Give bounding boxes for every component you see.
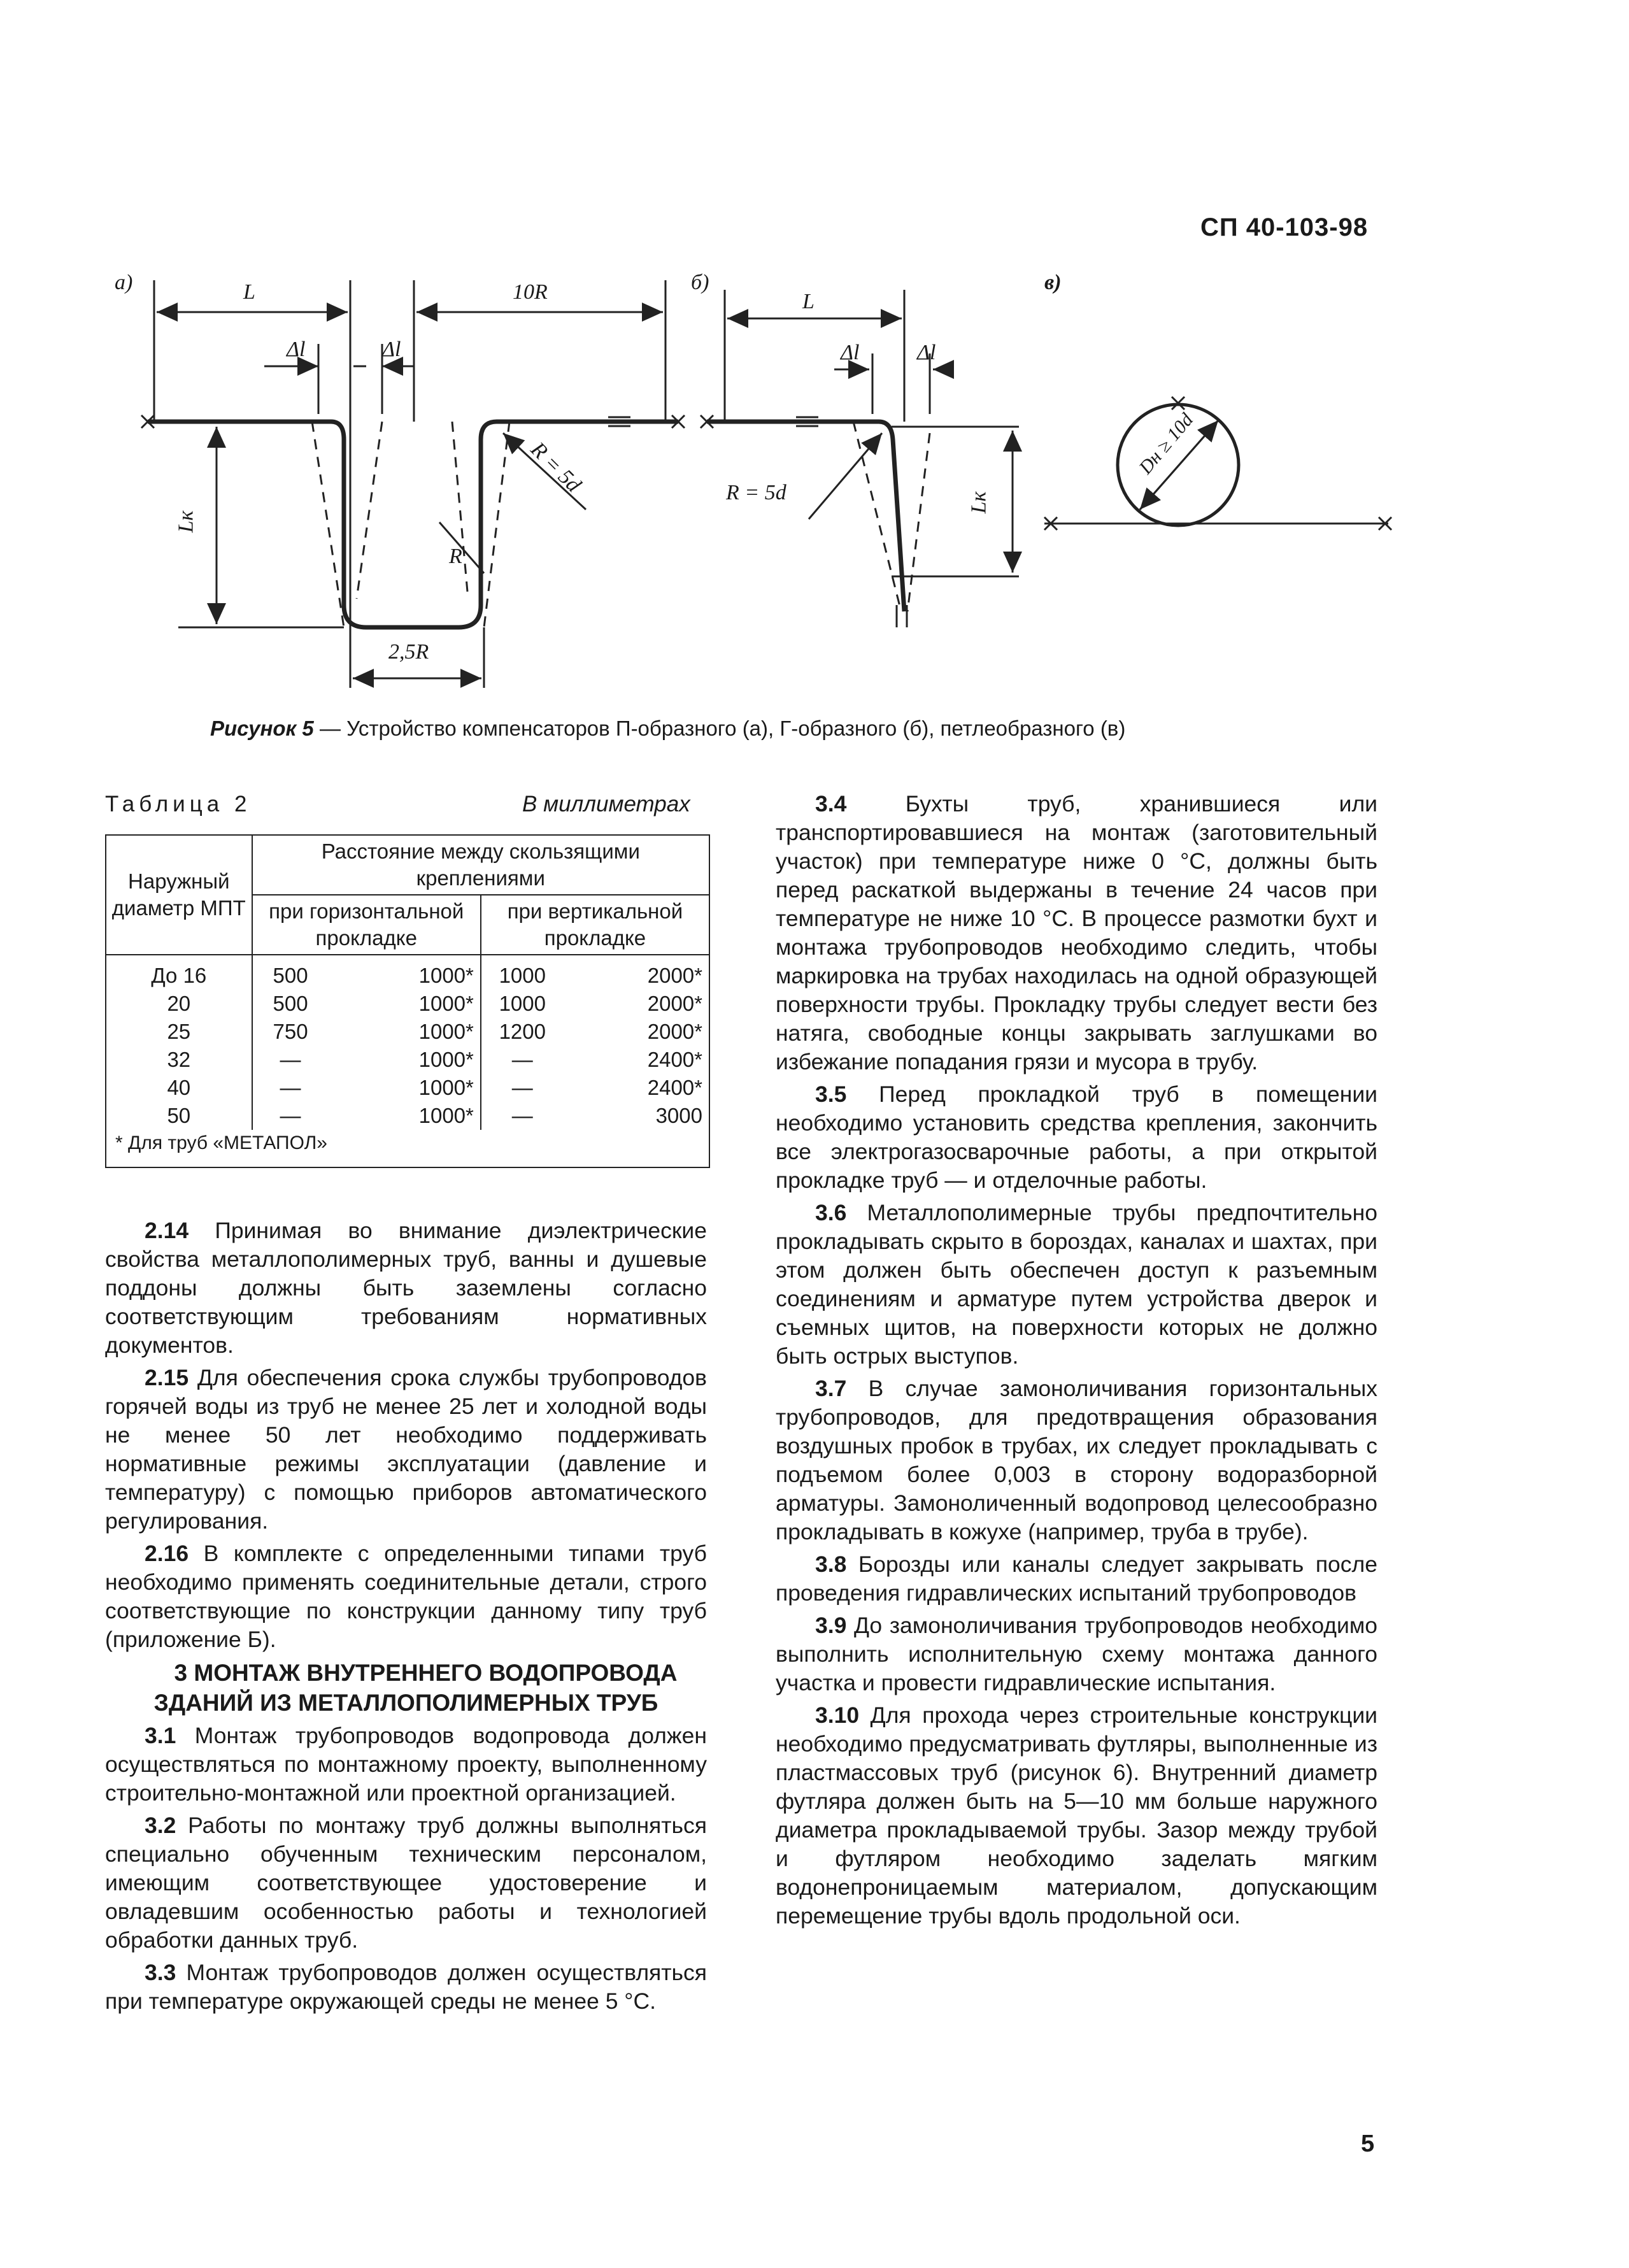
paragraph-3-2 [105,1811,707,1955]
label-R5d-a: R = 5d [526,438,586,497]
table-head-distance: Расстояние между скользящими креплениями [252,835,709,895]
cell-v1: — [481,1102,564,1130]
section-3-heading: 3 МОНТАЖ ВНУТРЕННЕГО ВОДОПРОВОДА ЗДАНИЙ ИЗ МЕТАЛЛОПОЛИМЕРНЫХ ТРУБ [153,1660,678,1716]
label-Lk-b: Lк [967,491,991,514]
table-head-horizontal: при горизонтальной прокладке [252,895,481,955]
label-L-a: L [243,280,255,304]
table-footnote: * Для труб «МЕТАПОЛ» [106,1130,709,1167]
table-2 [105,834,710,1168]
paragraph-text: Борозды или каналы следует закрывать после проведения гидравлических испытаний трубопроводов [776,1551,1377,1606]
paragraph-text: До замоноличивания трубопроводов необходимо выполнить исполнительную схему монтажа данного участка и провести гидравлические испытания. [776,1613,1377,1695]
label-dl-a1: Δl [287,338,306,361]
cell-h2: 1000* [328,955,480,990]
u-pipe-deformed-right [452,422,468,599]
cell-h2: 1000* [328,1046,480,1074]
table-row [106,1046,709,1074]
label-L-b: L [802,290,814,313]
label-dl-b1: Δl [841,341,860,364]
u-pipe-deformed-left2 [357,422,382,599]
table-head-vertical: при вертикальной прокладке [481,895,709,955]
paragraph-2-14 [105,1216,707,1360]
paragraph-text: Для обеспечения срока службы трубопроводов горячей воды из труб не менее 25 лет и холодной воды не менее 50 лет необходимо поддерживать нормативные режимы эксплуатации (давление и температуру) с помощью приборов автоматического регулирования. [105,1365,707,1534]
label-Dn: Dн ≥ 10d [1135,409,1198,478]
paragraph-3-10 [776,1701,1377,1930]
paragraph-number: 3.1 [145,1723,176,1748]
document-code: СП 40-103-98 [1200,213,1369,241]
cell-h1: — [252,1046,329,1074]
cell-v2: 3000 [564,1102,709,1130]
paragraph-text: В случае замоноличивания горизонтальных трубопроводов, для предотвращения образования воздушных пробок в трубах, их следует прокладывать с подъемом более 0,003 в сторону водоразборной арматуры. Замоноличенный водопровод целесообразно прокладывать в кожухе (например, труба в трубе). [776,1376,1377,1544]
label-2-5R: 2,5R [388,640,429,664]
caption-text: — Устройство компенсаторов П-образного (а), Г-образного (б), петлеобразного (в) [313,717,1126,740]
paragraph-text: Принимая во внимание диэлектрические свойства металлополимерных труб, ванны и душевые поддоны должны быть заземлены согласно соответствующим требованиям нормативных документов. [105,1218,707,1358]
paragraph-3-1 [105,1722,707,1808]
cell-h1: — [252,1074,329,1102]
cell-diameter: 32 [106,1046,252,1074]
cell-v2: 2400* [564,1046,709,1074]
cell-h2: 1000* [328,1074,480,1102]
cell-h2: 1000* [328,990,480,1018]
paragraph-3-3 [105,1958,707,2016]
paragraph-3-7 [776,1374,1377,1546]
label-Lk-a: Lк [174,510,198,533]
paragraph-text: Перед прокладкой труб в помещении необходимо установить средства крепления, закончить все электрогазосварочные работы, а при открытой прокладке труб — и отделочные работы. [776,1081,1377,1193]
paragraph-number: 3.5 [815,1081,847,1107]
paragraph-text: Монтаж трубопроводов водопровода должен осуществляться по монтажному проекту, выполненному строительно-монтажной или проектной организацией. [105,1723,707,1806]
paragraph-number: 3.8 [815,1551,847,1577]
paragraph-number: 3.3 [145,1960,176,1985]
paragraph-text: Бухты труб, хранившиеся или транспортировавшиеся на монтаж (заготовительный участок) при температуре ниже 0 °С, должны быть перед раскаткой выдержаны в течение 24 часов при температуре не ниже 10 °С. В процессе размотки бухт и монтажа трубопроводов необходимо следить, чтобы маркировка на трубах находилась на одной образующей поверхности трубы. Прокладку трубы следует вести без натяга, свободные концы закрывать заглушками во избежание попадания грязи и мусора в трубу. [776,791,1377,1074]
cell-v1: 1200 [481,1018,564,1046]
label-b: б) [691,271,709,294]
left-column [105,1216,707,2020]
cell-diameter: 40 [106,1074,252,1102]
table-row [106,1018,709,1046]
cell-v1: 1000 [481,955,564,990]
table-row [106,1102,709,1130]
l-pipe [707,422,904,611]
cell-diameter: 20 [106,990,252,1018]
paragraph-number: 3.9 [815,1613,847,1638]
u-pipe [148,422,678,627]
cell-v2: 2400* [564,1074,709,1102]
paragraph-3-6 [776,1199,1377,1371]
paragraph-2-15 [105,1364,707,1536]
paragraph-3-5 [776,1080,1377,1195]
cell-h2: 1000* [328,1102,480,1130]
cell-diameter: 25 [106,1018,252,1046]
table-row [106,990,709,1018]
table-title: Таблица 2 [105,792,252,817]
cell-v1: 1000 [481,990,564,1018]
caption-label: Рисунок 5 [210,717,314,740]
page-number: 5 [1361,2130,1375,2157]
paragraph-3-9 [776,1611,1377,1697]
paragraph-number: 3.6 [815,1200,847,1225]
cell-h1: 750 [252,1018,329,1046]
cell-v1: — [481,1074,564,1102]
paragraph-number: 3.4 [815,791,847,817]
label-R-a: R [449,545,462,568]
cell-v2: 2000* [564,990,709,1018]
table-head-diameter: Наружный диаметр МПТ [106,835,252,955]
paragraph-3-8 [776,1550,1377,1608]
cell-v2: 2000* [564,1018,709,1046]
figure-5-drawing [0,0,1629,707]
u-pipe-deformed-right2 [484,422,509,627]
label-a: а) [115,271,133,294]
table-units: В миллиметрах [522,792,690,817]
paragraph-3-4 [776,790,1377,1076]
cell-diameter: До 16 [106,955,252,990]
cell-v1: — [481,1046,564,1074]
label-R5d-b: R = 5d [726,481,786,504]
cell-v2: 2000* [564,955,709,990]
label-v: в) [1044,271,1062,294]
label-10R: 10R [513,280,548,304]
cell-h2: 1000* [328,1018,480,1046]
paragraph-number: 3.2 [145,1813,176,1838]
u-pipe-deformed-left [312,422,344,627]
label-dl-a2: Δl [382,338,401,361]
paragraph-2-16 [105,1539,707,1654]
paragraph-text: Монтаж трубопроводов должен осуществляться при температуре окружающей среды не менее 5 °С. [105,1960,707,2014]
paragraph-number: 3.7 [815,1376,847,1401]
figure-caption [210,717,1125,741]
paragraph-text: В комплекте с определенными типами труб необходимо применять соединительные детали, строго соответствующие по конструкции данному типу труб (приложение Б). [105,1541,707,1652]
right-column [776,790,1377,1934]
cell-h1: 500 [252,990,329,1018]
cell-h1: 500 [252,955,329,990]
paragraph-number: 2.14 [145,1218,189,1243]
paragraph-number: 2.16 [145,1541,189,1566]
paragraph-text: Работы по монтажу труб должны выполняться специально обученным техническим персоналом, имеющим соответствующее удостоверение и овладевшим особенностью работы и технологией обработки данных труб. [105,1813,707,1953]
table-row [106,955,709,990]
cell-diameter: 50 [106,1102,252,1130]
paragraph-text: Металлополимерные трубы предпочтительно прокладывать скрыто в бороздах, каналах и шахтах, при этом должен быть обеспечен доступ к разъемным соединениям и арматуре путем устройства дверок и съемных щитов, на поверхности которых не должно быть острых выступов. [776,1200,1377,1369]
cell-h1: — [252,1102,329,1130]
paragraph-number: 2.15 [145,1365,189,1390]
l-pipe-deformed2 [907,433,930,611]
label-dl-b2: Δl [917,341,936,364]
paragraph-text: Для прохода через строительные конструкции необходимо предусматривать футляры, выполненные из пластмассовых труб (рисунок 6). Внутренний диаметр футляра должен быть на 5—10 мм больше наружного диаметра прокладываемой трубы. Зазор между трубой и футляром необходимо заделать мягким водонепроницаемым материалом, допускающим перемещение трубы вдоль продольной оси. [776,1702,1377,1929]
paragraph-number: 3.10 [815,1702,860,1728]
table-row [106,1074,709,1102]
